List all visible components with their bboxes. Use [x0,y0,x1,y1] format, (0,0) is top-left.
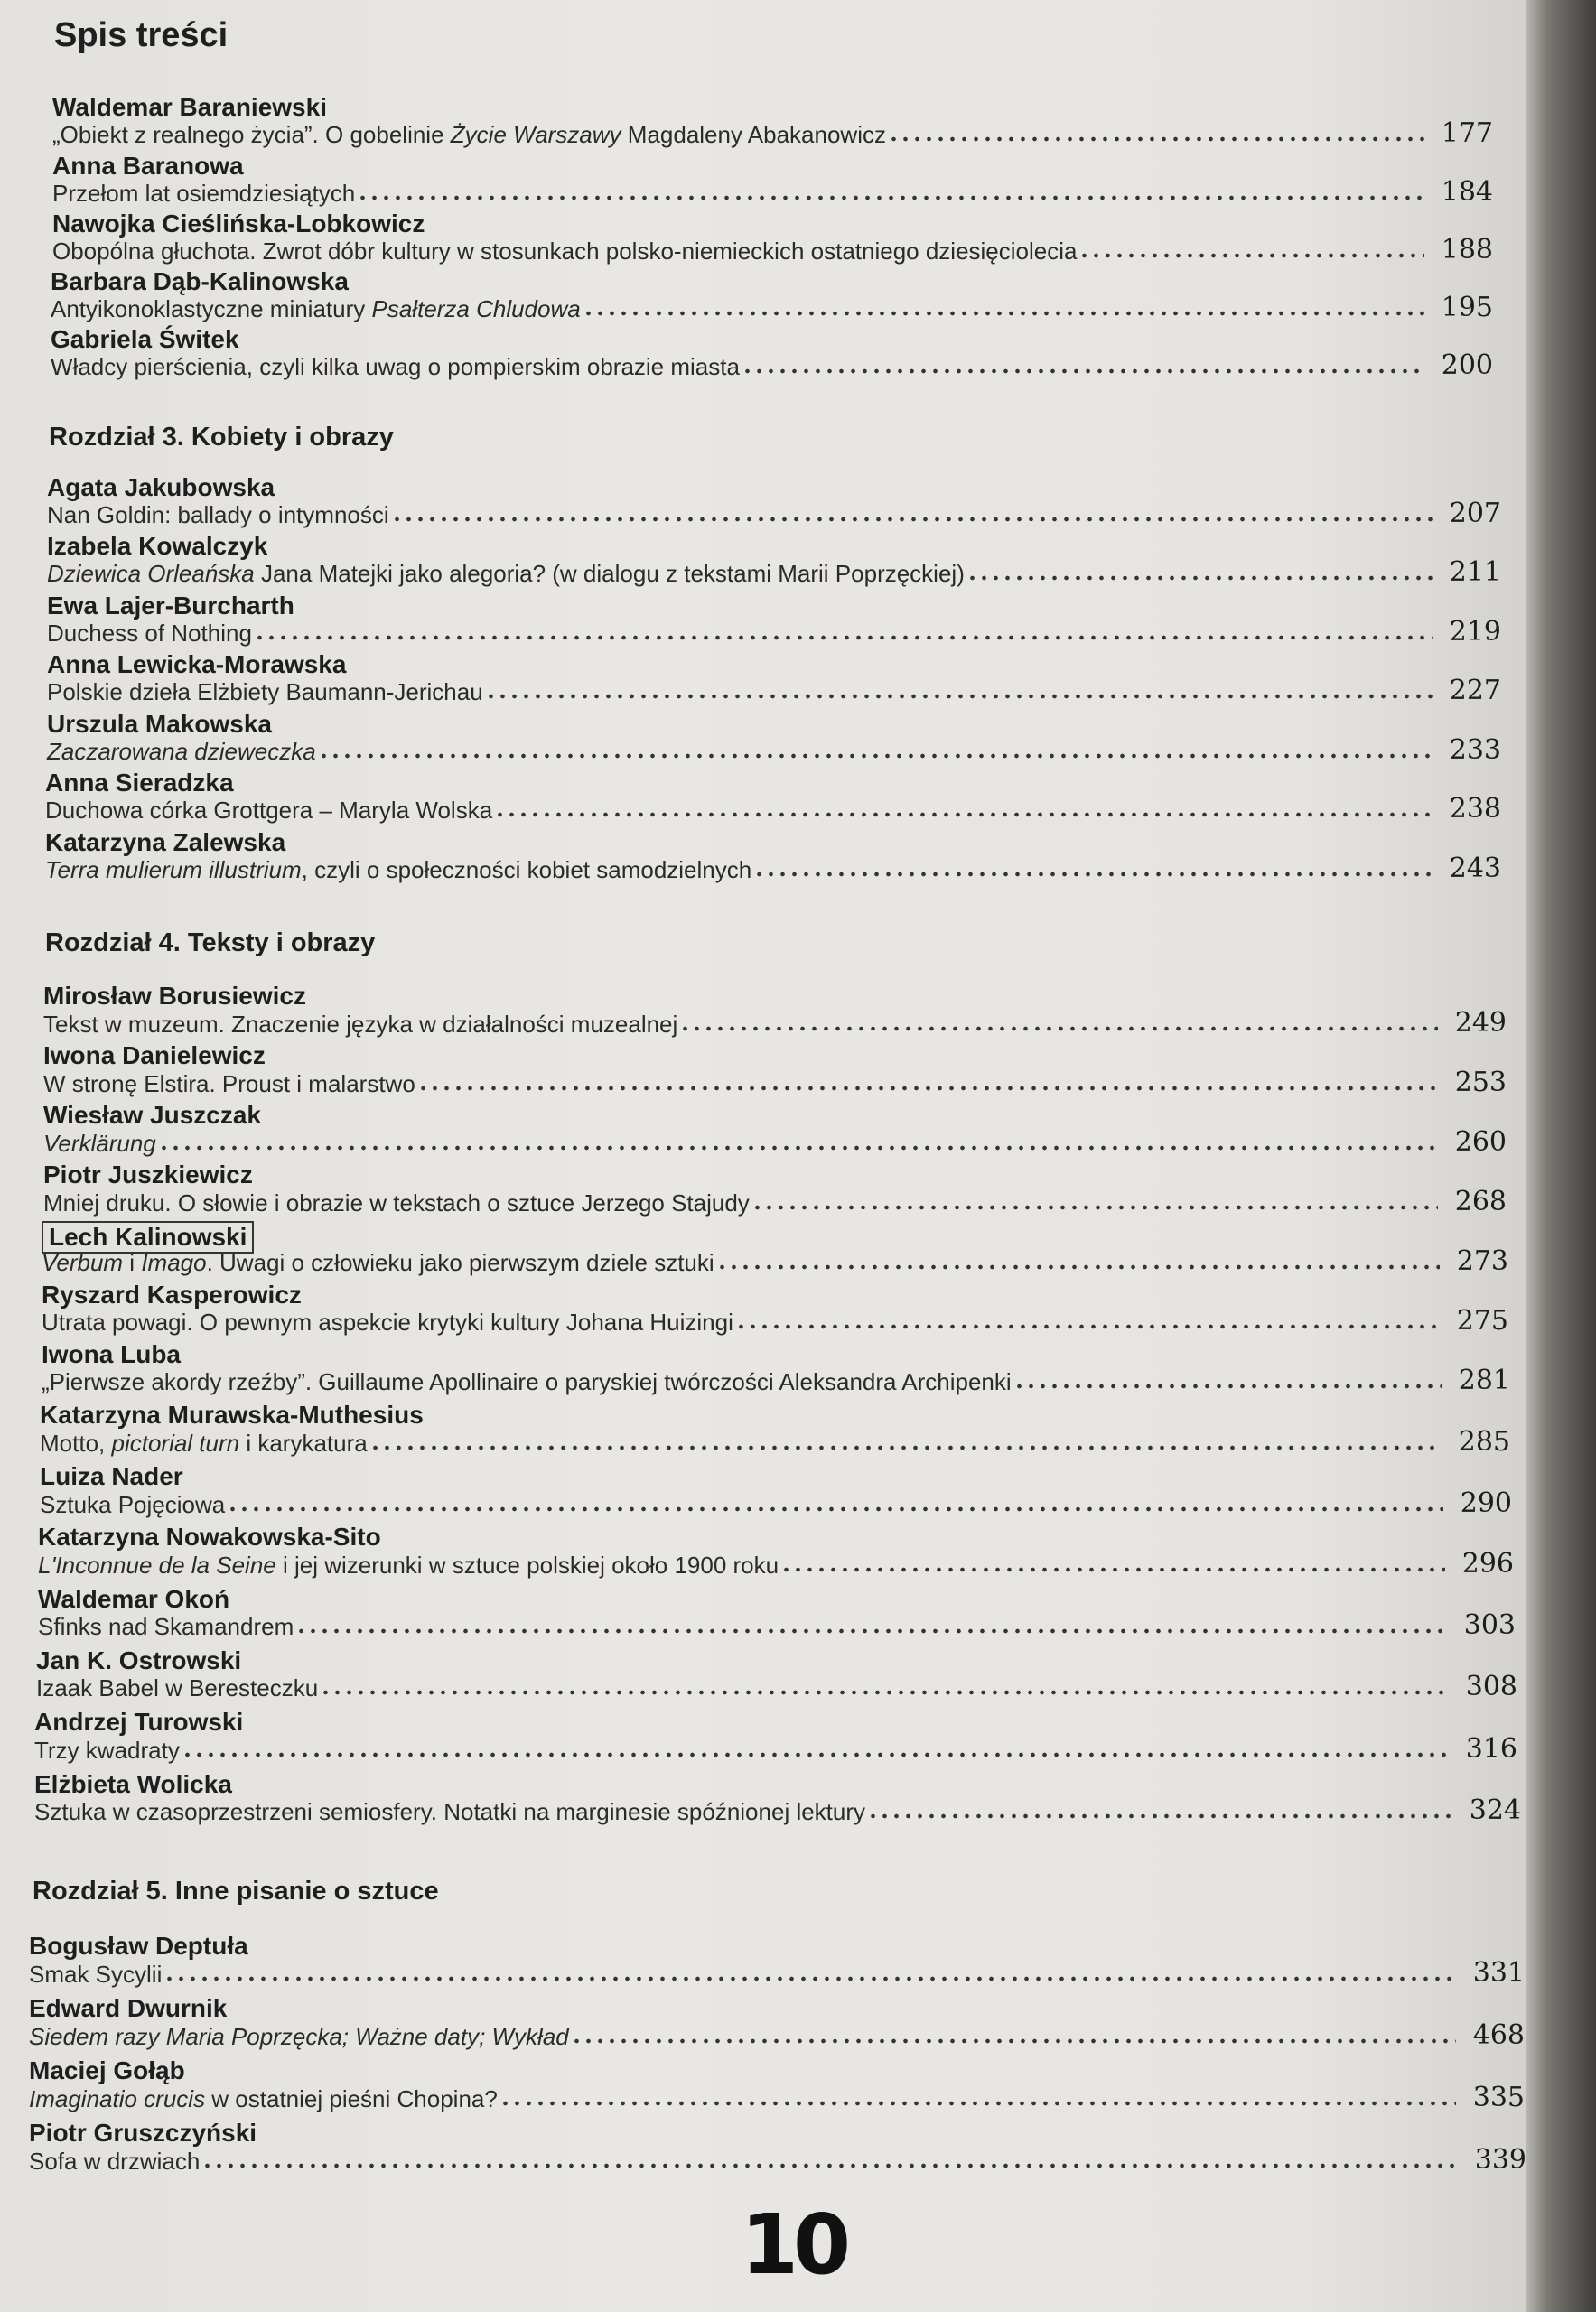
entry-author: Ryszard Kasperowicz [42,1281,302,1309]
toc-entry [40,1488,1512,1519]
dot-leader [417,1084,1438,1093]
entry-title: „Obiekt z realnego życia”. O gobelinie Życie Warszawy Magdaleny Abakanowicz [52,121,886,148]
entry-author: Iwona Danielewicz [43,1041,266,1069]
entry-title: Władcy pierścienia, czyli kilka uwag o pompierskim obrazie miasta [51,353,740,380]
page-number: 339 [1474,2144,1526,2176]
dot-leader [485,692,1433,701]
page-number: 316 [1465,1733,1517,1765]
page-number: 468 [1472,2019,1525,2051]
dot-leader [966,573,1433,583]
entry-title: Obopólna głuchota. Zwrot dóbr kultury w stosunkach polsko-niemieckich ostatniego dziesięciolecia [52,238,1078,265]
page-number: 200 [1441,350,1493,381]
toc-entry [51,293,1493,323]
page-number: 290 [1460,1487,1512,1519]
page-number: 268 [1454,1186,1507,1217]
entry-author: Katarzyna Zalewska [45,828,286,856]
page-number: 243 [1449,853,1501,884]
entry-title: W stronę Elstira. Proust i malarstwo [43,1070,415,1097]
entry-author: Mirosław Borusiewicz [43,982,306,1010]
page-number: 233 [1449,734,1501,766]
dot-leader [867,1812,1452,1821]
dot-leader [742,367,1424,376]
page-number: 238 [1449,793,1501,825]
entry-author: Bogusław Deptuła [29,1932,248,1960]
toc-entry [29,2145,1526,2176]
entry-title: Imaginatio crucis w ostatniej pieśni Chopina? [29,2085,498,2112]
toc-entry [52,118,1493,149]
entry-title: Verklärung [43,1130,156,1157]
entry-author: Anna Lewicka-Morawska [47,650,347,678]
dot-leader [499,2099,1456,2108]
entry-author: Ewa Lajer-Burcharth [47,592,294,620]
dot-leader [357,193,1424,202]
toc-entry [52,235,1493,266]
entry-author: Urszula Makowska [47,710,272,738]
entry-title: Smak Sycylii [29,1961,163,1988]
toc-entry [43,1127,1507,1158]
toc-entry [42,1246,1508,1277]
toc-entry [47,676,1501,706]
dot-leader [295,1627,1447,1636]
page-title: Spis treści [54,16,229,54]
entry-title: Sfinks nad Skamandrem [38,1613,294,1640]
page-number: 219 [1449,616,1501,648]
entry-author: Jan K. Ostrowski [36,1646,242,1674]
entry-author: Katarzyna Nowakowska-Sito [38,1523,381,1551]
entry-author-highlighted: Lech Kalinowski [42,1221,254,1254]
entry-author: Barbara Dąb-Kalinowska [51,267,349,295]
dot-leader [716,1263,1440,1272]
entry-author: Luiza Nader [40,1462,183,1490]
page-number: 308 [1465,1671,1517,1702]
entry-title: Verbum i Imago. Uwagi o człowieku jako pierwszym dziele sztuki [42,1249,714,1276]
toc-entry [47,735,1501,766]
entry-title: Przełom lat osiemdziesiątych [52,180,356,207]
toc-entry [47,617,1501,648]
toc-entry [34,1734,1517,1765]
toc-entry [52,177,1493,208]
entry-author: Waldemar Okoń [38,1585,230,1613]
dot-leader [1013,1382,1442,1391]
toc-entry [43,1008,1507,1039]
page-edge-shadow [1526,0,1596,2312]
page-number: 335 [1472,2082,1525,2113]
toc-entry [38,1549,1514,1580]
toc-entry [42,1306,1508,1337]
dot-leader [369,1443,1442,1452]
chapter-heading: Rozdział 3. Kobiety i obrazy [49,423,394,452]
entry-title: Polskie dzieła Elżbiety Baumann-Jerichau [47,678,483,705]
dot-leader [679,1024,1438,1033]
entry-title: Izaak Babel w Beresteczku [36,1674,319,1701]
page-number: 249 [1454,1007,1507,1039]
entry-author: Agata Jakubowska [47,473,275,501]
entry-title: Duchess of Nothing [47,620,252,647]
toc-entry [43,1067,1507,1098]
entry-title: Siedem razy Maria Poprzęcka; Ważne daty; Wykład [29,2023,569,2050]
page-number: 281 [1458,1365,1510,1396]
toc-entry [45,853,1501,884]
dot-leader [227,1505,1443,1514]
page-number: 331 [1472,1957,1525,1989]
entry-title: Mniej druku. O słowie i obrazie w tekstach o sztuce Jerzego Stajudy [43,1189,750,1217]
page-number: 324 [1469,1795,1521,1826]
dot-leader [182,1750,1449,1759]
dot-leader [320,1688,1449,1697]
entry-title: Dziewica Orleańska Jana Matejki jako alegoria? (w dialogu z tekstami Marii Poprzęckiej) [47,560,965,587]
entry-author: Iwona Luba [42,1340,181,1368]
dot-leader [1078,251,1424,260]
toc-entry [47,557,1501,588]
entry-title: Antyikonoklastyczne miniatury Psałterza Chludowa [51,295,581,322]
toc-entry [29,2020,1525,2051]
entry-author: Katarzyna Murawska-Muthesius [40,1401,424,1429]
entry-author: Piotr Juszkiewicz [43,1161,253,1189]
chapter-heading: Rozdział 4. Teksty i obrazy [45,928,376,957]
entry-title: Utrata powagi. O pewnym aspekcie krytyki kultury Johana Huizingi [42,1309,733,1336]
entry-author: Anna Sieradzka [45,769,234,797]
dot-leader [391,515,1433,524]
entry-author: Wiesław Juszczak [43,1101,261,1129]
entry-title: Tekst w muzeum. Znaczenie języka w działalności muzealnej [43,1011,678,1038]
page-number: 285 [1458,1426,1510,1458]
entry-title: Duchowa córka Grottgera – Maryla Wolska [45,797,493,824]
entry-author: Piotr Gruszczyński [29,2119,257,2147]
page-number: 195 [1441,292,1493,323]
toc-entry [36,1672,1517,1702]
entry-author: Elżbieta Wolicka [34,1770,232,1798]
entry-title: Motto, pictorial turn i karykatura [40,1430,368,1457]
dot-leader [254,633,1433,642]
dot-leader [735,1322,1440,1331]
toc-entry [47,499,1501,529]
dot-leader [318,751,1433,760]
page-number: 260 [1454,1126,1507,1158]
entry-title: „Pierwsze akordy rzeźby”. Guillaume Apollinaire o paryskiej twórczości Aleksandra Archipenki [42,1368,1012,1395]
toc-entry [45,794,1501,825]
page-number: 177 [1441,117,1493,149]
entry-author: Andrzej Turowski [34,1708,244,1736]
toc-entry [43,1187,1507,1217]
entry-title: Terra mulierum illustrium, czyli o społeczności kobiet samodzielnych [45,856,752,883]
dot-leader [571,2037,1456,2046]
entry-title: Sztuka w czasoprzestrzeni semiosfery. Notatki na marginesie spóźnionej lektury [34,1798,866,1825]
page-number: 207 [1449,498,1501,529]
dot-leader [158,1143,1438,1152]
page-number: 296 [1461,1548,1514,1580]
toc-entry [38,1610,1516,1641]
dot-leader [163,1974,1456,1983]
entry-author: Gabriela Świtek [51,325,239,353]
entry-author: Nawojka Cieślińska-Lobkowicz [52,210,425,238]
toc-entry [40,1427,1510,1458]
dot-leader [583,309,1424,318]
chapter-heading: Rozdział 5. Inne pisanie o sztuce [33,1877,439,1906]
entry-title: Nan Goldin: ballady o intymności [47,501,389,528]
toc-entry [29,2083,1525,2113]
entry-author: Waldemar Baraniewski [52,93,327,121]
entry-title: Zaczarowana dzieweczka [47,738,316,765]
entry-author: Maciej Gołąb [29,2056,185,2084]
page-number: 184 [1441,176,1493,208]
toc-entry [34,1795,1521,1826]
toc-entry [29,1958,1525,1989]
entry-author: Izabela Kowalczyk [47,532,268,560]
page-number: 303 [1463,1609,1516,1641]
entry-title: Sztuka Pojęciowa [40,1491,226,1518]
dot-leader [494,810,1433,819]
toc-entry [51,350,1493,381]
entry-author: Anna Baranowa [52,152,244,180]
dot-leader [888,135,1424,144]
page-number: 211 [1449,556,1501,588]
dot-leader [751,1203,1438,1212]
entry-title: Sofa w drzwiach [29,2148,201,2175]
dot-leader [780,1565,1445,1574]
page-number: 253 [1454,1067,1507,1098]
dot-leader [753,870,1433,879]
page-folio-number: 10 [741,2196,846,2293]
entry-author: Edward Dwurnik [29,1994,228,2022]
page-number: 275 [1456,1305,1508,1337]
entry-title: L'Inconnue de la Seine i jej wizerunki w sztuce polskiej około 1900 roku [38,1552,779,1579]
dot-leader [201,2161,1458,2170]
page-number: 188 [1441,234,1493,266]
entry-title: Trzy kwadraty [34,1737,180,1764]
page-number: 273 [1456,1245,1508,1277]
toc-entry [42,1366,1510,1396]
page-number: 227 [1449,675,1501,706]
